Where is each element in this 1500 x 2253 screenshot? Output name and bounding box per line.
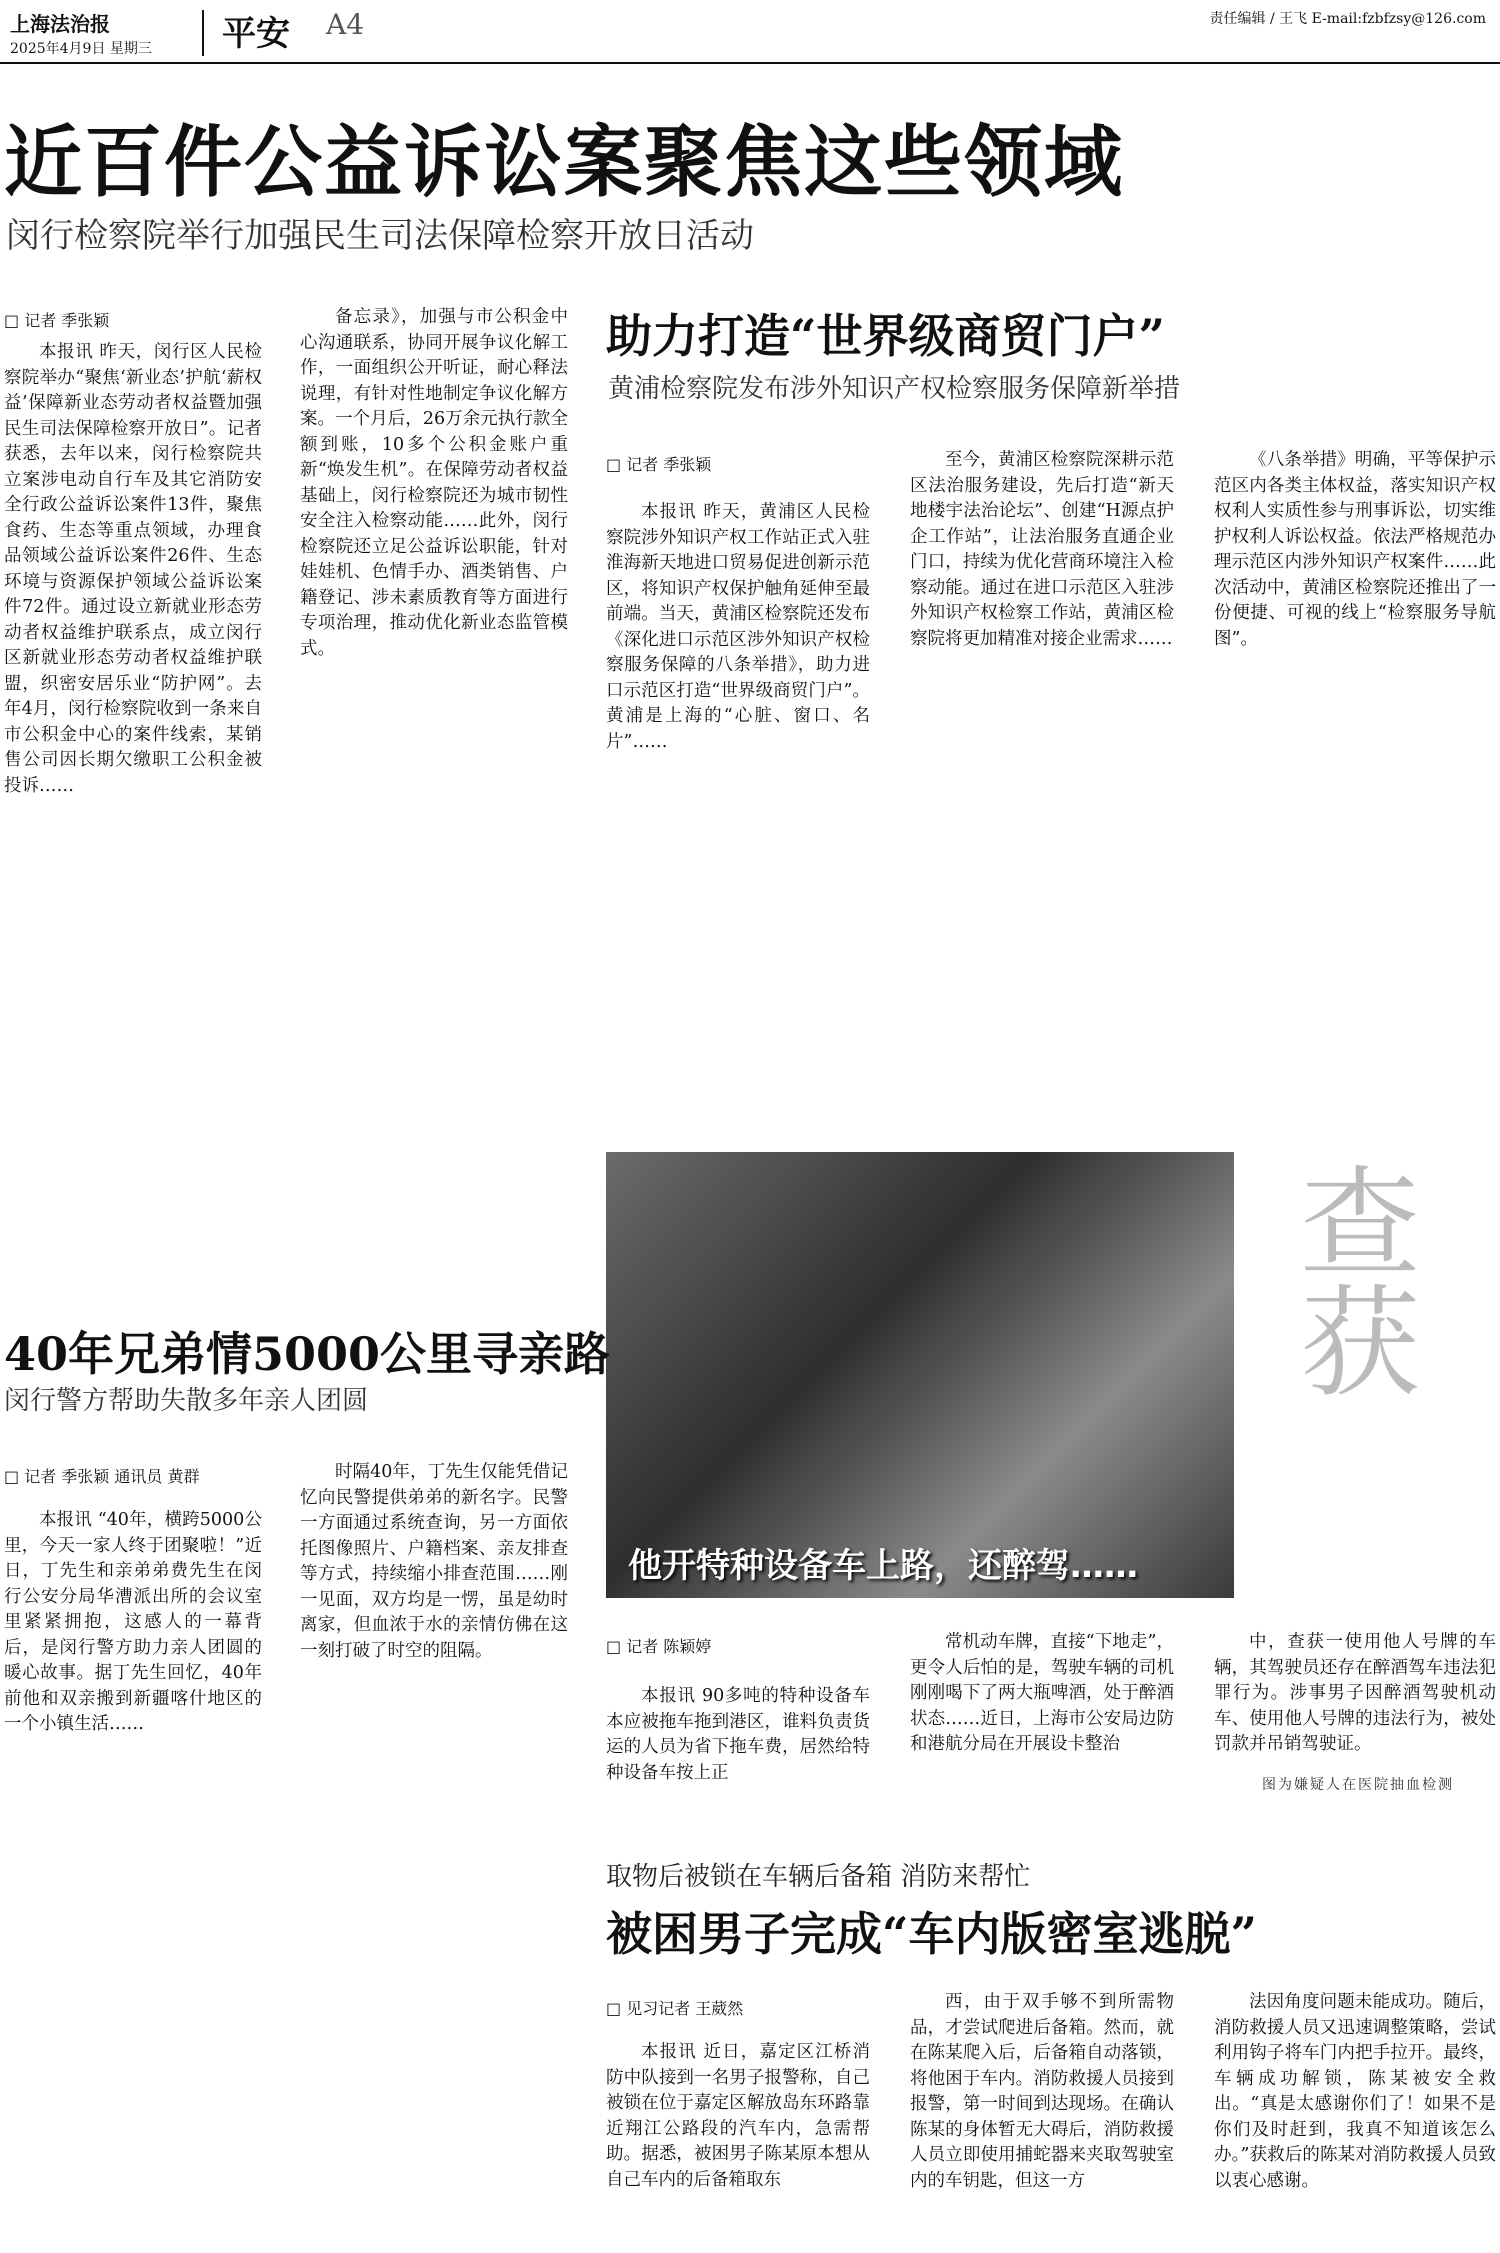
story4-col-1: 本报讯 90多吨的特种设备车本应被拖车拖到港区，谁料负责货运的人员为省下拖车费，居然给特种设备车按上正 xyxy=(606,1686,870,1783)
issue-date: 2025年4月9日 星期三 xyxy=(10,41,152,57)
story4-byline: □ 记者 陈颖婷 xyxy=(606,1637,712,1656)
story3-byline: □ 记者 季张颖 通讯员 黄群 xyxy=(4,1467,200,1486)
story4-col-2: 常机动车牌，直接“下地走”，更令人后怕的是，驾驶车辆的司机刚刚喝下了两大瓶啤酒，处于醉酒状态……近日，上海市公安局边防和港航分局在开展设卡整治 xyxy=(910,1632,1174,1754)
section-name: 平安 xyxy=(222,14,290,54)
lead-col-1: 本报讯 昨天，闵行区人民检察院举办“聚焦‘新业态’护航‘薪权益’保障新业态劳动者权益暨加强民生司法保障检察开放日”。记者获悉，去年以来，闵行检察院共立案涉电动自行车及其它消防安全行政公益诉讼案件13件，聚焦食药、生态等重点领域，办理食品领域公益诉讼案件26件、生态环境与资源保护领域公益诉讼案件72件。通过设立新就业形态劳动者权益维护联系点，成立闵行区新就业形态劳动者权益维护联盟，织密安居乐业“防护网”。去年4月，闵行检察院收到一条来自市公积金中心的案件线索，某销售公司因长期欠缴职工公积金被投诉…… xyxy=(4,342,262,796)
story3-col-2: 时隔40年，丁先生仅能凭借记忆向民警提供弟弟的新名字。民警一方面通过系统查询，另一方面依托图像照片、户籍档案、亲友排查等方式，持续缩小排查范围……刚一见面，双方均是一愣，虽是幼时离家，但血浓于水的亲情仿佛在这一刻打破了时空的阻隔。 xyxy=(300,1462,568,1661)
photo-credit: 图为嫌疑人在医院抽血检测 xyxy=(1262,1777,1454,1793)
story5-headline: 被困男子完成“车内版密室逃脱” xyxy=(606,1907,1257,1961)
lead-headline: 近百件公益诉讼案聚焦这些领域 xyxy=(4,117,1125,208)
story4-col-3: 中，查获一使用他人号牌的车辆，其驾驶员还存在醉酒驾车违法犯罪行为。涉事男子因醉酒驾驶机动车、使用他人号牌的违法行为，被处罚款并吊销驾驶证。 xyxy=(1214,1632,1496,1754)
story3-col-1: 本报讯 “40年，横跨5000公里，今天一家人终于团聚啦！”近日，丁先生和亲弟弟费先生在闵行公安分局华漕派出所的会议室里紧紧拥抱，这感人的一幕背后，是闵行警方助力亲人团圆的暖心故事。据丁先生回忆，40年前他和双亲搬到新疆喀什地区的一个小镇生活…… xyxy=(4,1510,262,1734)
story5-col-2: 西，由于双手够不到所需物品，才尝试爬进后备箱。然而，就在陈某爬入后，后备箱自动落锁，将他困于车内。消防救援人员接到报警，第一时间到达现场。在确认陈某的身体暂无大碍后，消防救援人员立即使用捕蛇器来夹取驾驶室内的车钥匙，但这一方 xyxy=(910,1992,1174,2191)
page-number: A4 xyxy=(326,8,365,41)
lead-col-2: 备忘录》，加强与市公积金中心沟通联系，协同开展争议化解工作，一面组织公开听证，耐心释法说理，有针对性地制定争议化解方案。一个月后，26万余元执行款全额到账，10多个公积金账户重新“焕发生机”。在保障劳动者权益基础上，闵行检察院还为城市韧性安全注入检察动能……此外，闵行检察院还立足公益诉讼职能，针对娃娃机、色情手办、酒类销售、户籍登记、涉未素质教育等方面进行专项治理，推动优化新业态监管模式。 xyxy=(300,307,568,659)
story3-subhead: 闵行警方帮助失散多年亲人团圆 xyxy=(4,1386,369,1416)
story5-byline: □ 见习记者 王葳然 xyxy=(606,1999,744,2018)
story2-byline: □ 记者 季张颖 xyxy=(606,455,712,474)
lead-subhead: 闵行检察院举行加强民生司法保障检察开放日活动 xyxy=(6,216,754,256)
news-photo xyxy=(606,1152,1234,1598)
masthead-divider xyxy=(202,10,204,56)
side-title: 查获 xyxy=(1300,1155,1420,1414)
story2-headline: 助力打造“世界级商贸门户” xyxy=(606,309,1165,363)
paper-name: 上海法治报 xyxy=(10,12,110,36)
story5-col-3: 法因角度问题未能成功。随后，消防救援人员又迅速调整策略，尝试利用钩子将车门内把手拉开。最终，车辆成功解锁，陈某被安全救出。“真是太感谢你们了！如果不是你们及时赶到，我真不知道该怎么办。”获救后的陈某对消防救援人员致以衷心感谢。 xyxy=(1214,1992,1496,2191)
story2-col-3: 《八条举措》明确，平等保护示范区内各类主体权益，落实知识产权权利人实质性参与刑事诉讼，切实维护权利人诉讼权益。依法严格规范办理示范区内涉外知识产权案件……此次活动中，黄浦区检察院还推出了一份便捷、可视的线上“检察服务导航图”。 xyxy=(1214,450,1496,649)
story2-col-2: 至今，黄浦区检察院深耕示范区法治服务建设，先后打造“新天地楼宇法治论坛”、创建“H源点护企工作站”，让法治服务直通企业门口，持续为优化营商环境注入检察动能。通过在进口示范区入驻涉外知识产权检察工作站，黄浦区检察院将更加精准对接企业需求…… xyxy=(910,450,1174,649)
masthead-rule xyxy=(0,62,1500,64)
story3-headline: 40年兄弟情5000公里寻亲路 xyxy=(4,1327,611,1381)
story5-kicker: 取物后被锁在车辆后备箱 消防来帮忙 xyxy=(606,1862,1031,1892)
story2-col-1: 本报讯 昨天，黄浦区人民检察院涉外知识产权工作站正式入驻淮海新天地进口贸易促进创新示范区，将知识产权保护触角延伸至最前端。当天，黄浦区检察院还发布《深化进口示范区涉外知识产权检察服务保障的八条举措》，助力进口示范区打造“世界级商贸门户”。黄浦是上海的“心脏、窗口、名片”…… xyxy=(606,502,870,752)
story2-subhead: 黄浦检察院发布涉外知识产权检察服务保障新举措 xyxy=(608,374,1181,404)
story5-col-1: 本报讯 近日，嘉定区江桥消防中队接到一名男子报警称，自己被锁在位于嘉定区解放岛东环路靠近翔江公路段的汽车内，急需帮助。据悉，被困男子陈某原本想从自己车内的后备箱取东 xyxy=(606,2042,870,2190)
editor-credit: 责任编辑 / 王飞 E-mail:fzbfzsy@126.com xyxy=(1209,11,1486,27)
lead-byline: □ 记者 季张颖 xyxy=(4,311,110,330)
photo-caption: 他开特种设备车上路，还醉驾…… xyxy=(628,1546,1138,1586)
